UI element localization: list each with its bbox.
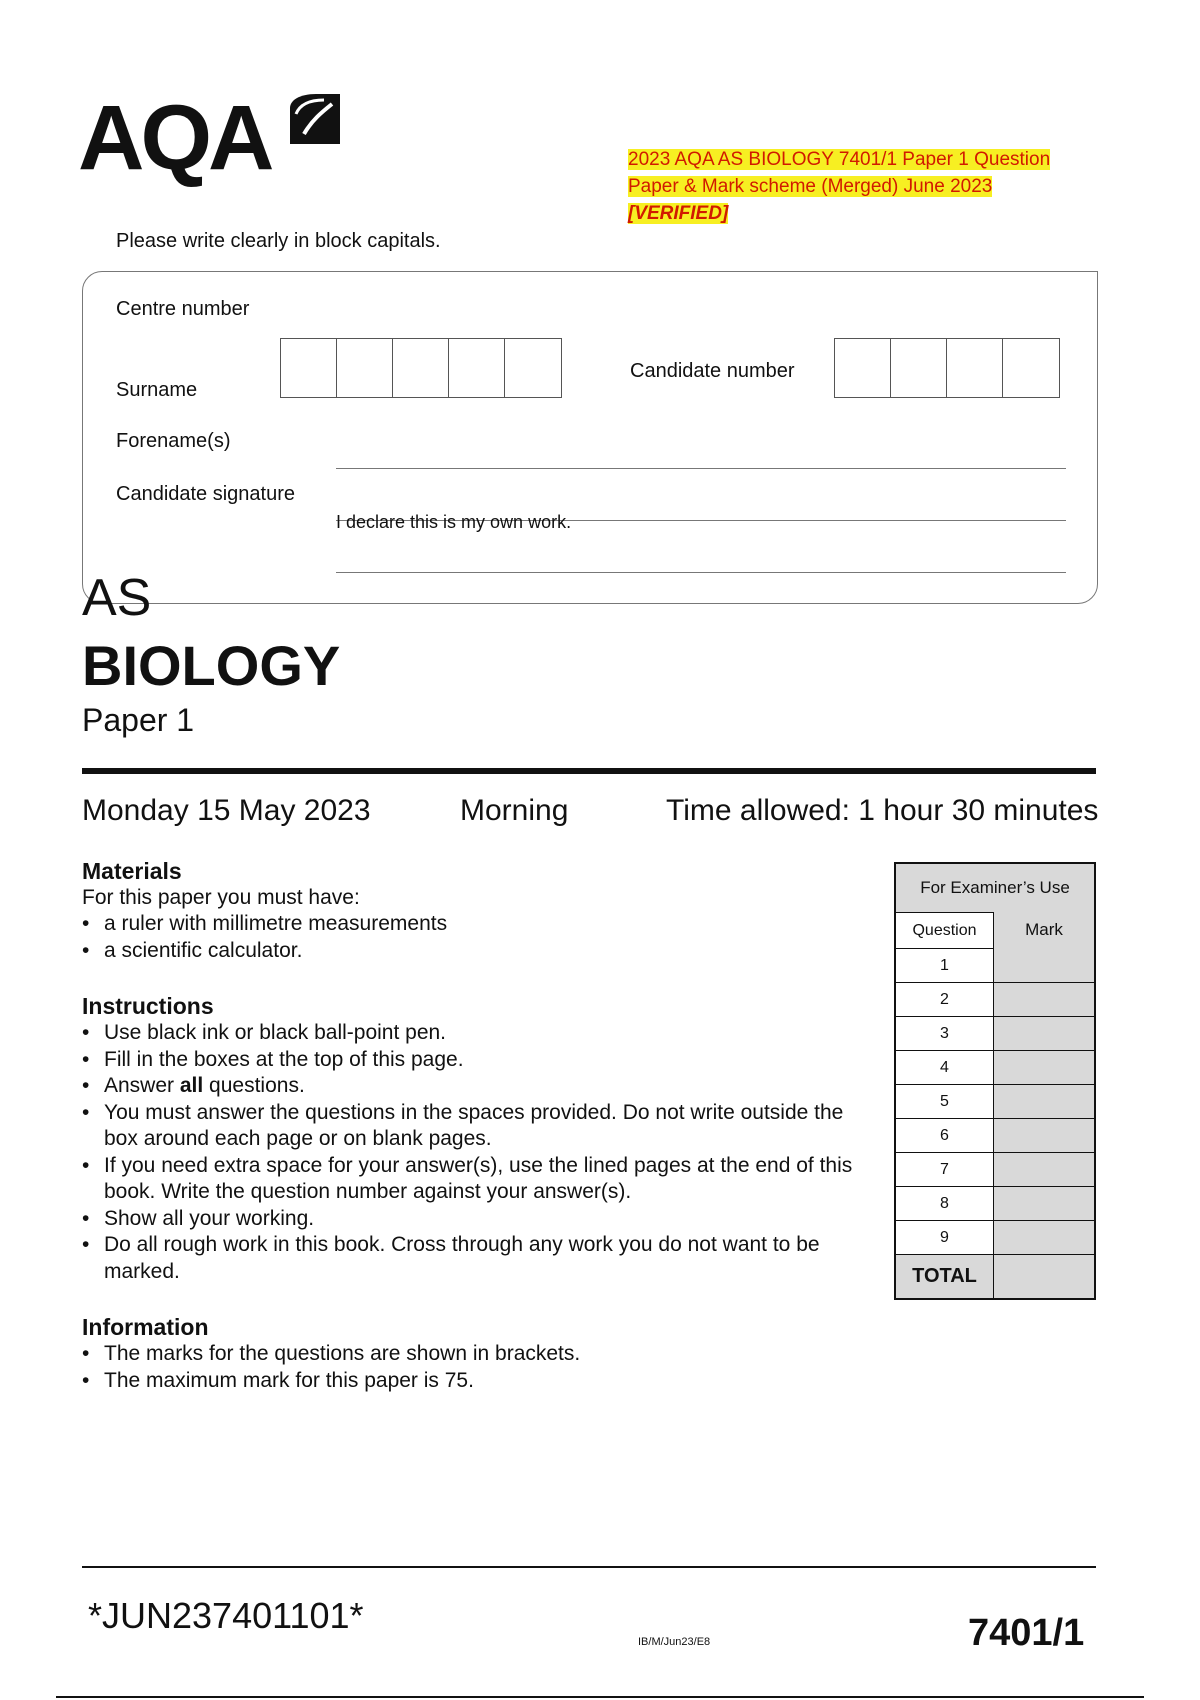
instructions-section [82,993,872,1285]
list-item: • Use black ink or black ball-point pen. [82,1020,872,1047]
candidate-number-digit[interactable] [947,339,1003,397]
time-allowed: Time allowed: 1 hour 30 minutes [666,794,1099,827]
table-row [896,1118,1094,1152]
table-row [896,1016,1094,1050]
table-row [896,1152,1094,1186]
question-number-cell: 3 [896,1016,994,1050]
table-row [896,982,1094,1016]
table-row [896,1084,1094,1118]
exam-session: Morning [460,794,569,827]
list-item: • Do all rough work in this book. Cross through any work you do not want to be marked. [82,1232,872,1285]
candidate-number-digit[interactable] [835,339,891,397]
list-item: • You must answer the questions in the spaces provided. Do not write outside the box around each page or on blank pages. [82,1100,872,1153]
instructions-heading: Instructions [82,993,214,1019]
page-bottom-rule [56,1696,1144,1698]
forenames-line[interactable] [336,468,1066,469]
examiner-use-table [894,862,1096,1300]
list-item: • a scientific calculator. [82,938,862,965]
information-heading: Information [82,1314,209,1340]
table-row [896,948,1094,982]
table-row [896,1220,1094,1254]
table-row [896,1186,1094,1220]
centre-number-digit[interactable] [393,339,449,397]
candidate-number-label: Candidate number [630,360,795,382]
list-item: • The marks for the questions are shown in brackets. [82,1341,872,1368]
paper-code: 7401/1 [968,1612,1085,1654]
centre-number-digit[interactable] [505,339,561,397]
table-row [896,1050,1094,1084]
highlighted-note [628,146,1088,227]
level-title: AS [82,569,152,627]
information-section [82,1314,872,1394]
leaf-icon [286,90,344,148]
list-item: • a ruler with millimetre measurements [82,911,862,938]
centre-number-digit[interactable] [449,339,505,397]
mark-cell [994,1220,1094,1254]
examiner-table-header [896,912,1094,948]
question-number-cell: 2 [896,982,994,1016]
materials-heading: Materials [82,858,182,884]
examiner-table-title: For Examiner’s Use [920,878,1070,897]
candidate-number-digit[interactable] [1003,339,1059,397]
centre-number-digit[interactable] [281,339,337,397]
surname-label: Surname [116,379,198,401]
question-number-cell: 8 [896,1186,994,1220]
title-divider [82,768,1096,774]
question-number-cell: 5 [896,1084,994,1118]
question-number-cell: 1 [896,948,994,982]
centre-number-digit[interactable] [337,339,393,397]
barcode-text: *JUN237401101* [88,1595,364,1636]
mark-cell [994,1050,1094,1084]
mark-cell [994,948,1094,982]
mark-column-header: Mark [1025,920,1063,939]
signature-label: Candidate signature [116,483,296,505]
note-line-1: 2023 AQA AS BIOLOGY 7401/1 Paper 1 Question [628,149,1051,170]
total-mark-cell [994,1254,1094,1298]
exam-date: Monday 15 May 2023 [82,794,371,827]
list-item: • Answer all questions. [82,1073,872,1100]
reference-code: IB/M/Jun23/E8 [638,1636,711,1648]
list-item: • Fill in the boxes at the top of this page. [82,1047,872,1074]
question-column-header: Question [896,912,994,948]
question-number-cell: 6 [896,1118,994,1152]
block-capitals-instruction: Please write clearly in block capitals. [116,230,441,252]
declaration-text: I declare this is my own work. [336,512,572,532]
mark-cell [994,1084,1094,1118]
note-line-2: Paper & Mark scheme (Merged) June 2023 [628,176,993,197]
question-number-cell: 9 [896,1220,994,1254]
list-item: • The maximum mark for this paper is 75. [82,1368,872,1395]
materials-intro: For this paper you must have: [82,886,360,909]
list-item: • If you need extra space for your answer(s), use the lined pages at the end of this book. Write the question number against your answer(s). [82,1153,872,1206]
mark-cell [994,1016,1094,1050]
extra-line [336,572,1066,573]
centre-number-label: Centre number [116,298,250,320]
list-item: • Show all your working. [82,1206,872,1233]
total-label: TOTAL [896,1254,994,1298]
paper-title: Paper 1 [82,702,195,738]
mark-cell [994,1186,1094,1220]
question-number-cell: 7 [896,1152,994,1186]
total-row [896,1254,1094,1298]
mark-cell [994,982,1094,1016]
forenames-label: Forename(s) [116,430,231,452]
question-number-cell: 4 [896,1050,994,1084]
candidate-number-digit[interactable] [891,339,947,397]
materials-section [82,858,862,964]
subject-title: BIOLOGY [82,634,341,697]
centre-number-boxes[interactable] [280,338,562,398]
note-verified: [VERIFIED] [628,203,729,224]
aqa-logo: AQA [78,87,271,189]
candidate-number-boxes[interactable] [834,338,1060,398]
mark-cell [994,1118,1094,1152]
footer-divider [82,1566,1096,1568]
mark-cell [994,1152,1094,1186]
